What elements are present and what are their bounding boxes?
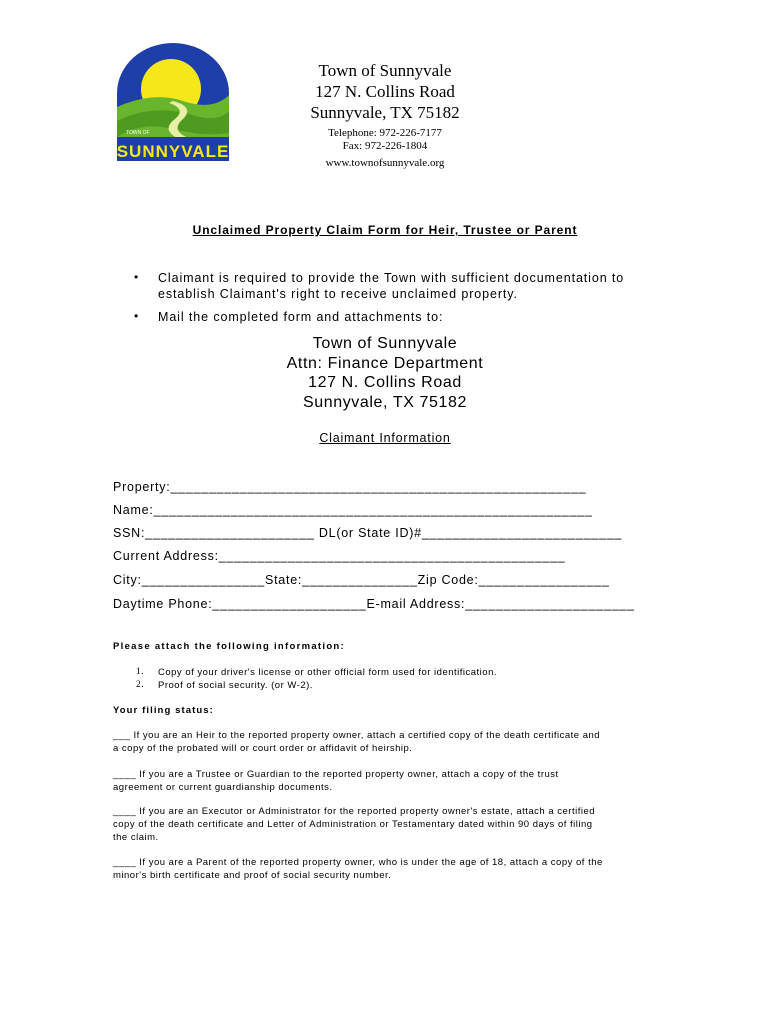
town-website: www.townofsunnyvale.org [325, 157, 445, 169]
claimant-info-heading: Claimant Information [319, 431, 451, 445]
town-header [290, 60, 480, 170]
town-telephone: Telephone: 972-226-7177 [328, 127, 442, 139]
status-parent: ____ If you are a Parent of the reported property owner, who is under the age of 18, attach a copy of the minor's birth certificate and proof of social security number. [113, 857, 603, 881]
logo-text: SUNNYVALE [116, 142, 230, 161]
mail-line-attn: Attn: Finance Department [286, 354, 484, 372]
status-executor: ____ If you are an Executor or Administrator for the reported property owner's estate, attach a certified copy of the death certificate and Letter of Administration or Testamentary dated within 90 days of filing the claim. [113, 806, 596, 843]
mail-line-city: Sunnyvale, TX 75182 [302, 393, 468, 411]
form-title: Unclaimed Property Claim Form for Heir, Trustee or Parent [192, 223, 578, 237]
attach-item-license: Copy of your driver's license or other official form used for identification. [158, 667, 497, 678]
attach-item-social-security: Proof of social security. (or W-2). [158, 680, 313, 691]
name-field[interactable]: Name:_________________________________________________________ [113, 503, 593, 517]
attach-item-number: 2. [136, 680, 145, 690]
town-fax: Fax: 972-226-1804 [342, 140, 428, 152]
bullet-dot: • [134, 309, 139, 323]
logo-small-text: TOWN OF [126, 130, 150, 136]
current-address-field[interactable]: Current Address:_____________________________________________ [113, 549, 566, 563]
property-field[interactable]: Property:______________________________________________________ [113, 480, 587, 494]
bullet-item-mail: Mail the completed form and attachments to: [158, 310, 444, 324]
attach-item-number: 1. [136, 667, 145, 677]
town-street: 127 N. Collins Road [315, 82, 455, 101]
town-logo [113, 41, 233, 163]
mailing-address [0, 334, 770, 412]
status-heir: ___ If you are an Heir to the reported property owner, attach a certified copy of the death certificate and a copy of the probated will or court order or affidavit of heirship. [113, 730, 601, 754]
town-name: Town of Sunnyvale [318, 61, 452, 80]
town-city-state: Sunnyvale, TX 75182 [310, 103, 460, 122]
status-trustee: ____ If you are a Trustee or Guardian to the reported property owner, attach a copy of the trust agreement or current guardianship documents. [113, 769, 559, 793]
bullet-dot: • [134, 270, 139, 284]
mail-line-town: Town of Sunnyvale [312, 335, 458, 352]
attach-heading: Please attach the following information: [113, 641, 345, 652]
city-state-zip-field[interactable]: City:________________State:_______________Zip Code:_________________ [113, 573, 610, 587]
phone-email-field[interactable]: Daytime Phone:____________________E-mail Address:______________________ [113, 597, 635, 611]
filing-status-heading: Your filing status: [113, 705, 214, 716]
mail-line-street: 127 N. Collins Road [308, 374, 462, 391]
ssn-dl-field[interactable]: SSN:______________________ DL(or State ID)#__________________________ [113, 526, 623, 540]
bullet-item-documentation: Claimant is required to provide the Town with sufficient documentation to establish Claimant's right to receive unclaimed property. [158, 271, 625, 301]
